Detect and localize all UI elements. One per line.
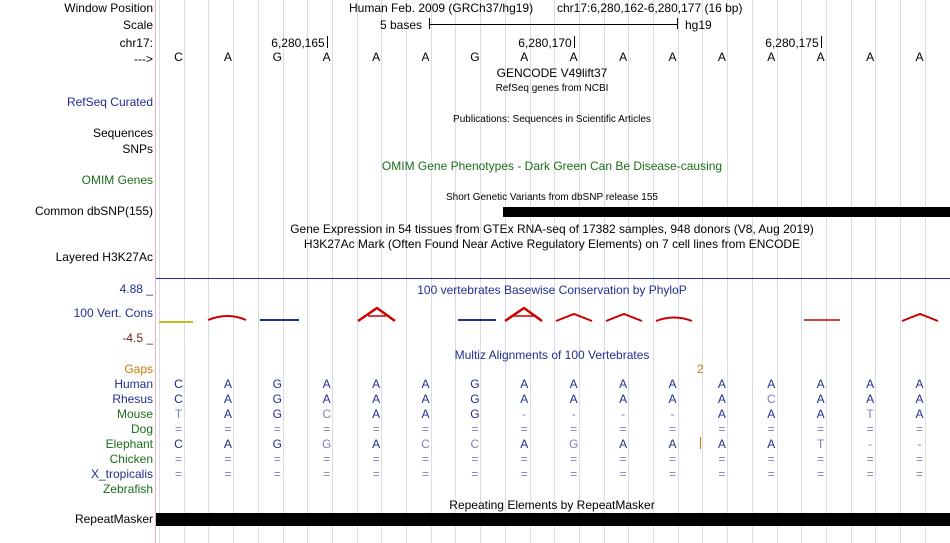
alignment-base: = xyxy=(866,467,874,481)
h3k27ac-baseline xyxy=(156,278,950,279)
alignment-base: A xyxy=(520,392,529,406)
alignment-base: = xyxy=(372,467,380,481)
alignment-base: A xyxy=(421,407,430,421)
grid-line xyxy=(307,0,308,543)
alignment-base: = xyxy=(323,452,331,466)
alignment-base: = xyxy=(471,467,479,481)
alignment-base: A xyxy=(619,392,628,406)
alignment-base: = xyxy=(866,452,874,466)
alignment-base: A xyxy=(767,377,776,391)
grid-line xyxy=(851,0,852,543)
alignment-base: A xyxy=(915,392,924,406)
alignment-base: A xyxy=(668,437,677,451)
grid-line xyxy=(357,0,358,543)
track-label-cons[interactable]: 100 Vert. Cons xyxy=(73,306,153,320)
alignment-base: A xyxy=(520,377,529,391)
alignment-base: G xyxy=(470,377,480,391)
alignment-base: A xyxy=(322,392,331,406)
species-label[interactable]: Rhesus xyxy=(112,392,153,406)
alignment-base: A xyxy=(223,392,232,406)
alignment-base: C xyxy=(174,437,183,451)
species-label[interactable]: X_tropicalis xyxy=(90,467,153,481)
sequence-base: A xyxy=(866,50,875,64)
alignment-base: = xyxy=(421,422,429,436)
alignment-base: T xyxy=(817,437,825,451)
alignment-base: A xyxy=(569,377,578,391)
position-text: chr17:6,280,162-6,280,177 (16 bp) xyxy=(557,1,743,15)
chrom-label: chr17: xyxy=(119,36,153,50)
assembly-text: Human Feb. 2009 (GRCh37/hg19) xyxy=(349,1,534,15)
alignment-base: = xyxy=(421,452,429,466)
alignment-base: A xyxy=(816,407,825,421)
alignment-base: A xyxy=(668,377,677,391)
sequence-base: A xyxy=(223,50,232,64)
scale-bar xyxy=(429,24,677,25)
species-label[interactable]: Chicken xyxy=(109,452,153,466)
alignment-base: A xyxy=(717,392,726,406)
grid-line xyxy=(752,0,753,543)
alignment-base: = xyxy=(915,452,923,466)
alignment-base: A xyxy=(717,377,726,391)
elephant-insertion-mark xyxy=(700,437,701,449)
grid-line xyxy=(801,0,802,543)
window-position-label: Window Position xyxy=(64,1,153,15)
sequence-base: A xyxy=(668,50,677,64)
track-title-gencode[interactable]: GENCODE V49lift37 xyxy=(496,66,608,80)
alignment-base: A xyxy=(866,392,875,406)
alignment-base: A xyxy=(915,377,924,391)
alignment-base: = xyxy=(570,467,578,481)
phylop-mark xyxy=(556,314,592,321)
alignment-base: = xyxy=(915,422,923,436)
phylop-mark xyxy=(358,308,395,321)
alignment-base: = xyxy=(520,452,528,466)
scale-db-text: hg19 xyxy=(685,18,712,32)
phylop-mark xyxy=(656,318,692,322)
alignment-base: A xyxy=(569,392,578,406)
alignment-base: = xyxy=(718,467,726,481)
grid-line xyxy=(702,0,703,543)
coord-label: 6,280,170 xyxy=(518,36,572,50)
alignment-base: = xyxy=(372,452,380,466)
alignment-base: = xyxy=(421,467,429,481)
alignment-base: = xyxy=(915,467,923,481)
alignment-base: = xyxy=(224,467,232,481)
alignment-base: = xyxy=(471,422,479,436)
alignment-base: A xyxy=(223,377,232,391)
sidebar-divider xyxy=(155,0,156,543)
alignment-base: A xyxy=(619,377,628,391)
alignment-base: = xyxy=(817,467,825,481)
strand-label: ---> xyxy=(134,52,153,66)
alignment-base: A xyxy=(767,407,776,421)
alignment-base: = xyxy=(866,422,874,436)
alignment-base: A xyxy=(520,437,529,451)
alignment-base: A xyxy=(223,407,232,421)
alignment-base: = xyxy=(520,422,528,436)
track-label-sequences[interactable]: Sequences xyxy=(92,126,153,140)
sequence-base: A xyxy=(520,50,529,64)
alignment-base: = xyxy=(273,467,281,481)
track-title-phylop[interactable]: 100 vertebrates Basewise Conservation by PhyloP xyxy=(417,283,687,297)
track-label-gaps: Gaps xyxy=(124,362,153,376)
alignment-base: A xyxy=(915,407,924,421)
sequence-base: A xyxy=(322,50,331,64)
species-label[interactable]: Dog xyxy=(130,422,153,436)
dbsnp-feature-bar[interactable] xyxy=(503,207,950,217)
sequence-base: A xyxy=(372,50,381,64)
grid-line xyxy=(208,0,209,543)
alignment-base: - xyxy=(868,437,873,451)
alignment-base: = xyxy=(174,467,182,481)
track-title-gtex[interactable]: Gene Expression in 54 tissues from GTEx RNA-seq of 17382 samples, 948 donors (V8, Aug 2019) xyxy=(290,222,814,236)
alignment-base: = xyxy=(471,452,479,466)
alignment-base: G xyxy=(272,392,282,406)
sequence-base: G xyxy=(470,50,480,64)
alignment-base: = xyxy=(718,452,726,466)
alignment-base: = xyxy=(767,422,775,436)
track-label-refseq[interactable]: RefSeq Curated xyxy=(66,95,153,109)
coord-tick xyxy=(327,36,328,48)
sequence-base: A xyxy=(421,50,430,64)
phylop-mark xyxy=(505,308,542,321)
alignment-base: A xyxy=(717,407,726,421)
track-title-multiz[interactable]: Multiz Alignments of 100 Vertebrates xyxy=(454,348,650,362)
alignment-base: = xyxy=(767,467,775,481)
alignment-base: = xyxy=(520,467,528,481)
alignment-base: A xyxy=(866,377,875,391)
alignment-base: C xyxy=(766,392,776,406)
alignment-base: C xyxy=(470,437,480,451)
alignment-base: = xyxy=(718,422,726,436)
alignment-base: A xyxy=(816,377,825,391)
alignment-base: A xyxy=(372,437,381,451)
alignment-base: = xyxy=(570,422,578,436)
alignment-base: - xyxy=(522,407,527,421)
alignment-base: G xyxy=(272,377,282,391)
alignment-base: A xyxy=(421,377,430,391)
alignment-base: = xyxy=(174,452,182,466)
phylop-peaks xyxy=(159,308,938,322)
alignment-base: A xyxy=(372,407,381,421)
sequence-base: A xyxy=(816,50,825,64)
track-label-omim[interactable]: OMIM Genes xyxy=(81,173,153,187)
species-label[interactable]: Human xyxy=(114,377,153,391)
alignment-base: A xyxy=(322,377,331,391)
track-title-dbsnp[interactable]: Short Genetic Variants from dbSNP release 155 xyxy=(446,192,658,203)
alignment-base: C xyxy=(174,392,183,406)
alignment-base: C xyxy=(421,437,430,451)
alignment-base: - xyxy=(571,407,576,421)
coord-label: 6,280,165 xyxy=(271,36,325,50)
phylop-mark xyxy=(606,314,642,321)
alignment-base: G xyxy=(470,407,480,421)
scale-text: 5 bases xyxy=(380,18,423,32)
alignment-base: = xyxy=(174,422,182,436)
grid-line xyxy=(653,0,654,543)
alignment-base: = xyxy=(619,452,627,466)
alignment-base: = xyxy=(273,422,281,436)
grid-line xyxy=(900,0,901,543)
alignment-base: = xyxy=(224,422,232,436)
sequence-base: C xyxy=(174,50,183,64)
scale-bar-right-tick xyxy=(677,18,678,29)
species-label[interactable]: Zebrafish xyxy=(102,482,153,496)
alignment-base: = xyxy=(817,422,825,436)
sequence-base: G xyxy=(272,50,282,64)
phylop-mark xyxy=(208,316,246,320)
alignment-base: = xyxy=(668,452,676,466)
alignment-base: A xyxy=(668,392,677,406)
sequence-base: A xyxy=(767,50,776,64)
alignment-base: A xyxy=(816,392,825,406)
alignment-base: G xyxy=(569,437,579,451)
alignment-base: G xyxy=(272,407,282,421)
alignment-base: - xyxy=(917,437,922,451)
alignment-base: T xyxy=(174,407,183,421)
alignment-base: A xyxy=(223,437,232,451)
sequence-base: A xyxy=(915,50,924,64)
alignment-base: A xyxy=(619,437,628,451)
phylop-mark xyxy=(902,314,938,321)
sequence-base: A xyxy=(717,50,726,64)
track-title-refseq[interactable]: RefSeq genes from NCBI xyxy=(495,83,609,94)
sequence-base: A xyxy=(619,50,628,64)
alignment-base: A xyxy=(717,437,726,451)
species-label[interactable]: Mouse xyxy=(116,407,153,421)
alignment-base: C xyxy=(322,407,332,421)
alignment-base: = xyxy=(668,467,676,481)
alignment-base: = xyxy=(619,467,627,481)
alignment-base: G xyxy=(272,437,282,451)
alignment-base: A xyxy=(372,377,381,391)
phylop-wiggle xyxy=(156,300,950,330)
repeatmasker-feature-bar[interactable] xyxy=(156,513,950,526)
species-label[interactable]: Elephant xyxy=(105,437,153,451)
alignment-base: = xyxy=(323,467,331,481)
alignment-base: T xyxy=(866,407,874,421)
cons-min-label: -4.5 _ xyxy=(122,331,153,345)
alignment-base: = xyxy=(372,422,380,436)
track-label-snps[interactable]: SNPs xyxy=(122,142,153,156)
track-label-h3k27ac[interactable]: Layered H3K27Ac xyxy=(55,250,153,264)
alignment-base: = xyxy=(224,452,232,466)
coord-tick xyxy=(821,36,822,48)
track-title-omim[interactable]: OMIM Gene Phenotypes - Dark Green Can Be Disease-causing xyxy=(381,159,723,173)
alignment-base: = xyxy=(273,452,281,466)
track-title-repeatmasker[interactable]: Repeating Elements by RepeatMasker xyxy=(449,498,655,512)
alignment-base: A xyxy=(372,392,381,406)
alignment-base: G xyxy=(322,437,332,451)
grid-line xyxy=(455,0,456,543)
alignment-base: = xyxy=(668,422,676,436)
cons-max-label: 4.88 _ xyxy=(119,282,153,296)
alignment-base: A xyxy=(767,437,776,451)
sequence-base: A xyxy=(569,50,578,64)
alignment-base: = xyxy=(570,452,578,466)
gap-count: 2 xyxy=(697,362,704,376)
grid-line xyxy=(406,0,407,543)
track-title-publications[interactable]: Publications: Sequences in Scientific Articles xyxy=(453,114,651,125)
alignment-base: C xyxy=(174,377,183,391)
track-label-dbsnp[interactable]: Common dbSNP(155) xyxy=(34,204,153,218)
alignment-base: G xyxy=(470,392,480,406)
track-title-h3k27ac[interactable]: H3K27Ac Mark (Often Found Near Active Regulatory Elements) on 7 cell lines from ENCODE xyxy=(303,237,801,251)
alignment-base: A xyxy=(421,392,430,406)
scale-label: Scale xyxy=(122,18,153,32)
alignment-base: = xyxy=(817,452,825,466)
alignment-base: - xyxy=(621,407,626,421)
alignment-base: = xyxy=(323,422,331,436)
coord-tick xyxy=(574,36,575,48)
alignment-base: = xyxy=(619,422,627,436)
coord-label: 6,280,175 xyxy=(765,36,819,50)
grid-line xyxy=(159,0,160,543)
track-label-repeatmasker[interactable]: RepeatMasker xyxy=(74,512,153,526)
alignment-base: = xyxy=(767,452,775,466)
alignment-base: - xyxy=(670,407,675,421)
grid-line xyxy=(258,0,259,543)
